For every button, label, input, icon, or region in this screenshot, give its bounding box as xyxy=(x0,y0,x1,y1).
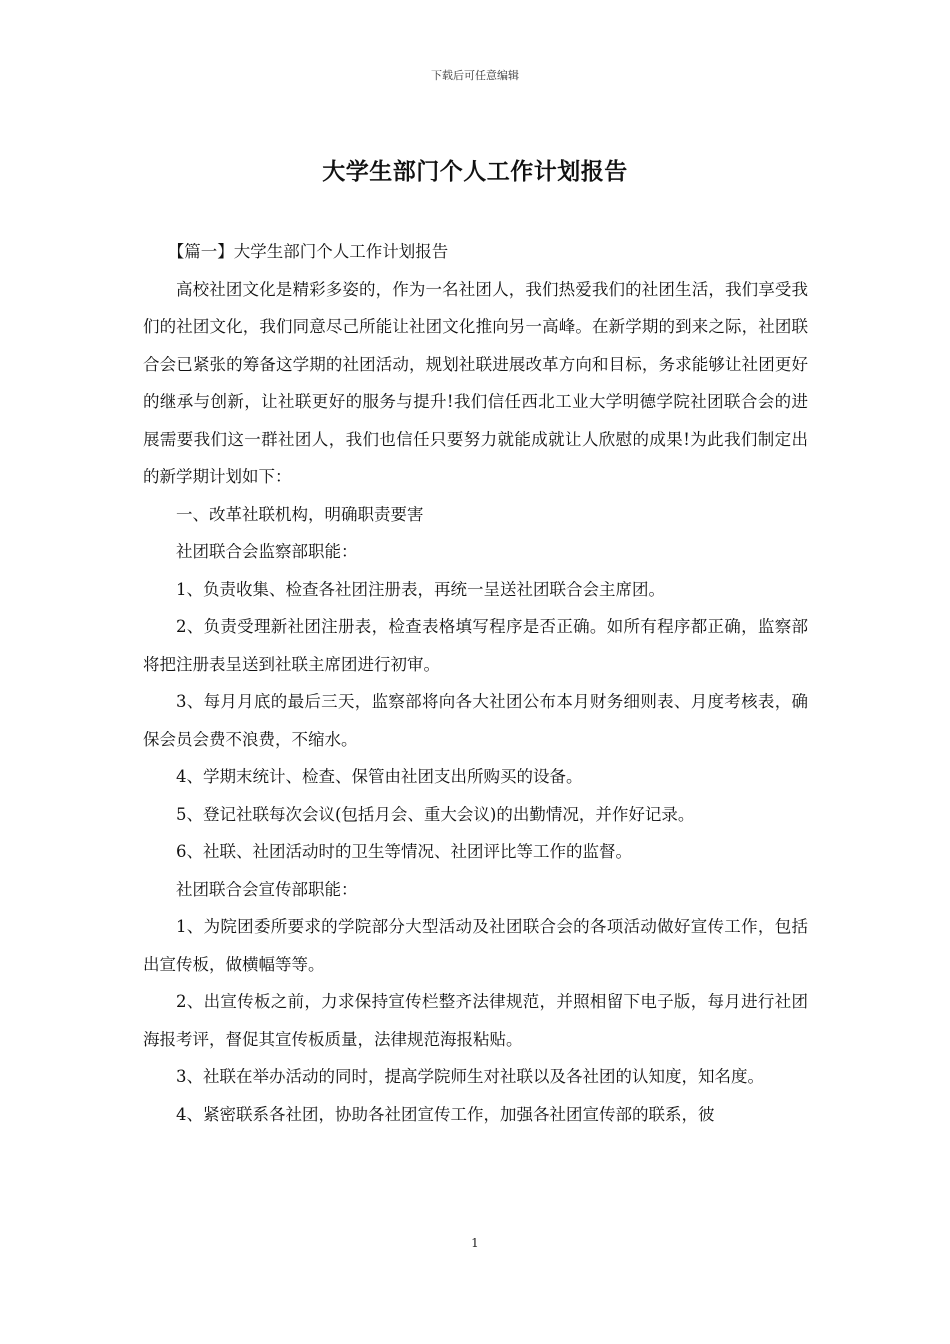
body-paragraph: 高校社团文化是精彩多姿的，作为一名社团人，我们热爱我们的社团生活，我们享受我们的社团文化，我们同意尽己所能让社团文化推向另一高峰。在新学期的到来之际，社团联合会已紧张的筹备这学期的社团活动，规划社联进展改革方向和目标，务求能够让社团更好的继承与创新，让社联更好的服务与提升!我们信任西北工业大学明德学院社团联合会的进展需要我们这一群社团人，我们也信任只要努力就能成就让人欣慰的成果!为此我们制定出的新学期计划如下： xyxy=(143,279,808,486)
body-paragraph: 2、负责受理新社团注册表，检查表格填写程序是否正确。如所有程序都正确，监察部将把注册表呈送到社联主席团进行初审。 xyxy=(143,617,808,674)
body-paragraph: 社团联合会监察部职能： xyxy=(176,542,358,561)
body-paragraph: 4、紧密联系各社团，协助各社团宣传工作，加强各社团宣传部的联系，彼 xyxy=(176,1104,715,1124)
header-note: 下载后可任意编辑 xyxy=(431,69,519,82)
document-title: 大学生部门个人工作计划报告 xyxy=(322,158,628,185)
body-paragraph: 1、负责收集、检查各社团注册表，再统一呈送社团联合会主席团。 xyxy=(176,579,665,599)
body-paragraph: 5、登记社联每次会议(包括月会、重大会议)的出勤情况，并作好记录。 xyxy=(176,804,695,824)
body-paragraph: 社团联合会宣传部职能： xyxy=(176,879,358,899)
body-paragraph: 一、改革社联机构，明确职责要害 xyxy=(176,504,424,524)
body-paragraph: 3、社联在举办活动的同时，提高学院师生对社联以及各社团的认知度，知名度。 xyxy=(176,1067,764,1086)
body-paragraph: 6、社联、社团活动时的卫生等情况、社团评比等工作的监督。 xyxy=(176,842,632,861)
body-paragraph: 4、学期末统计、检查、保管由社团支出所购买的设备。 xyxy=(176,767,583,786)
section-heading: 【篇一】大学生部门个人工作计划报告 xyxy=(167,242,449,261)
body-paragraph: 3、每月月底的最后三天，监察部将向各大社团公布本月财务细则表、月度考核表，确保会员会费不浪费，不缩水。 xyxy=(143,692,808,749)
body-paragraph: 1、为院团委所要求的学院部分大型活动及社团联合会的各项活动做好宣传工作，包括出宣传板，做横幅等等。 xyxy=(143,917,808,974)
page-number: 1 xyxy=(471,1236,479,1250)
body-paragraph: 2、出宣传板之前，力求保持宣传栏整齐法律规范，并照相留下电子版，每月进行社团海报考评，督促其宣传板质量，法律规范海报粘贴。 xyxy=(143,992,808,1049)
document-body xyxy=(143,233,808,1133)
